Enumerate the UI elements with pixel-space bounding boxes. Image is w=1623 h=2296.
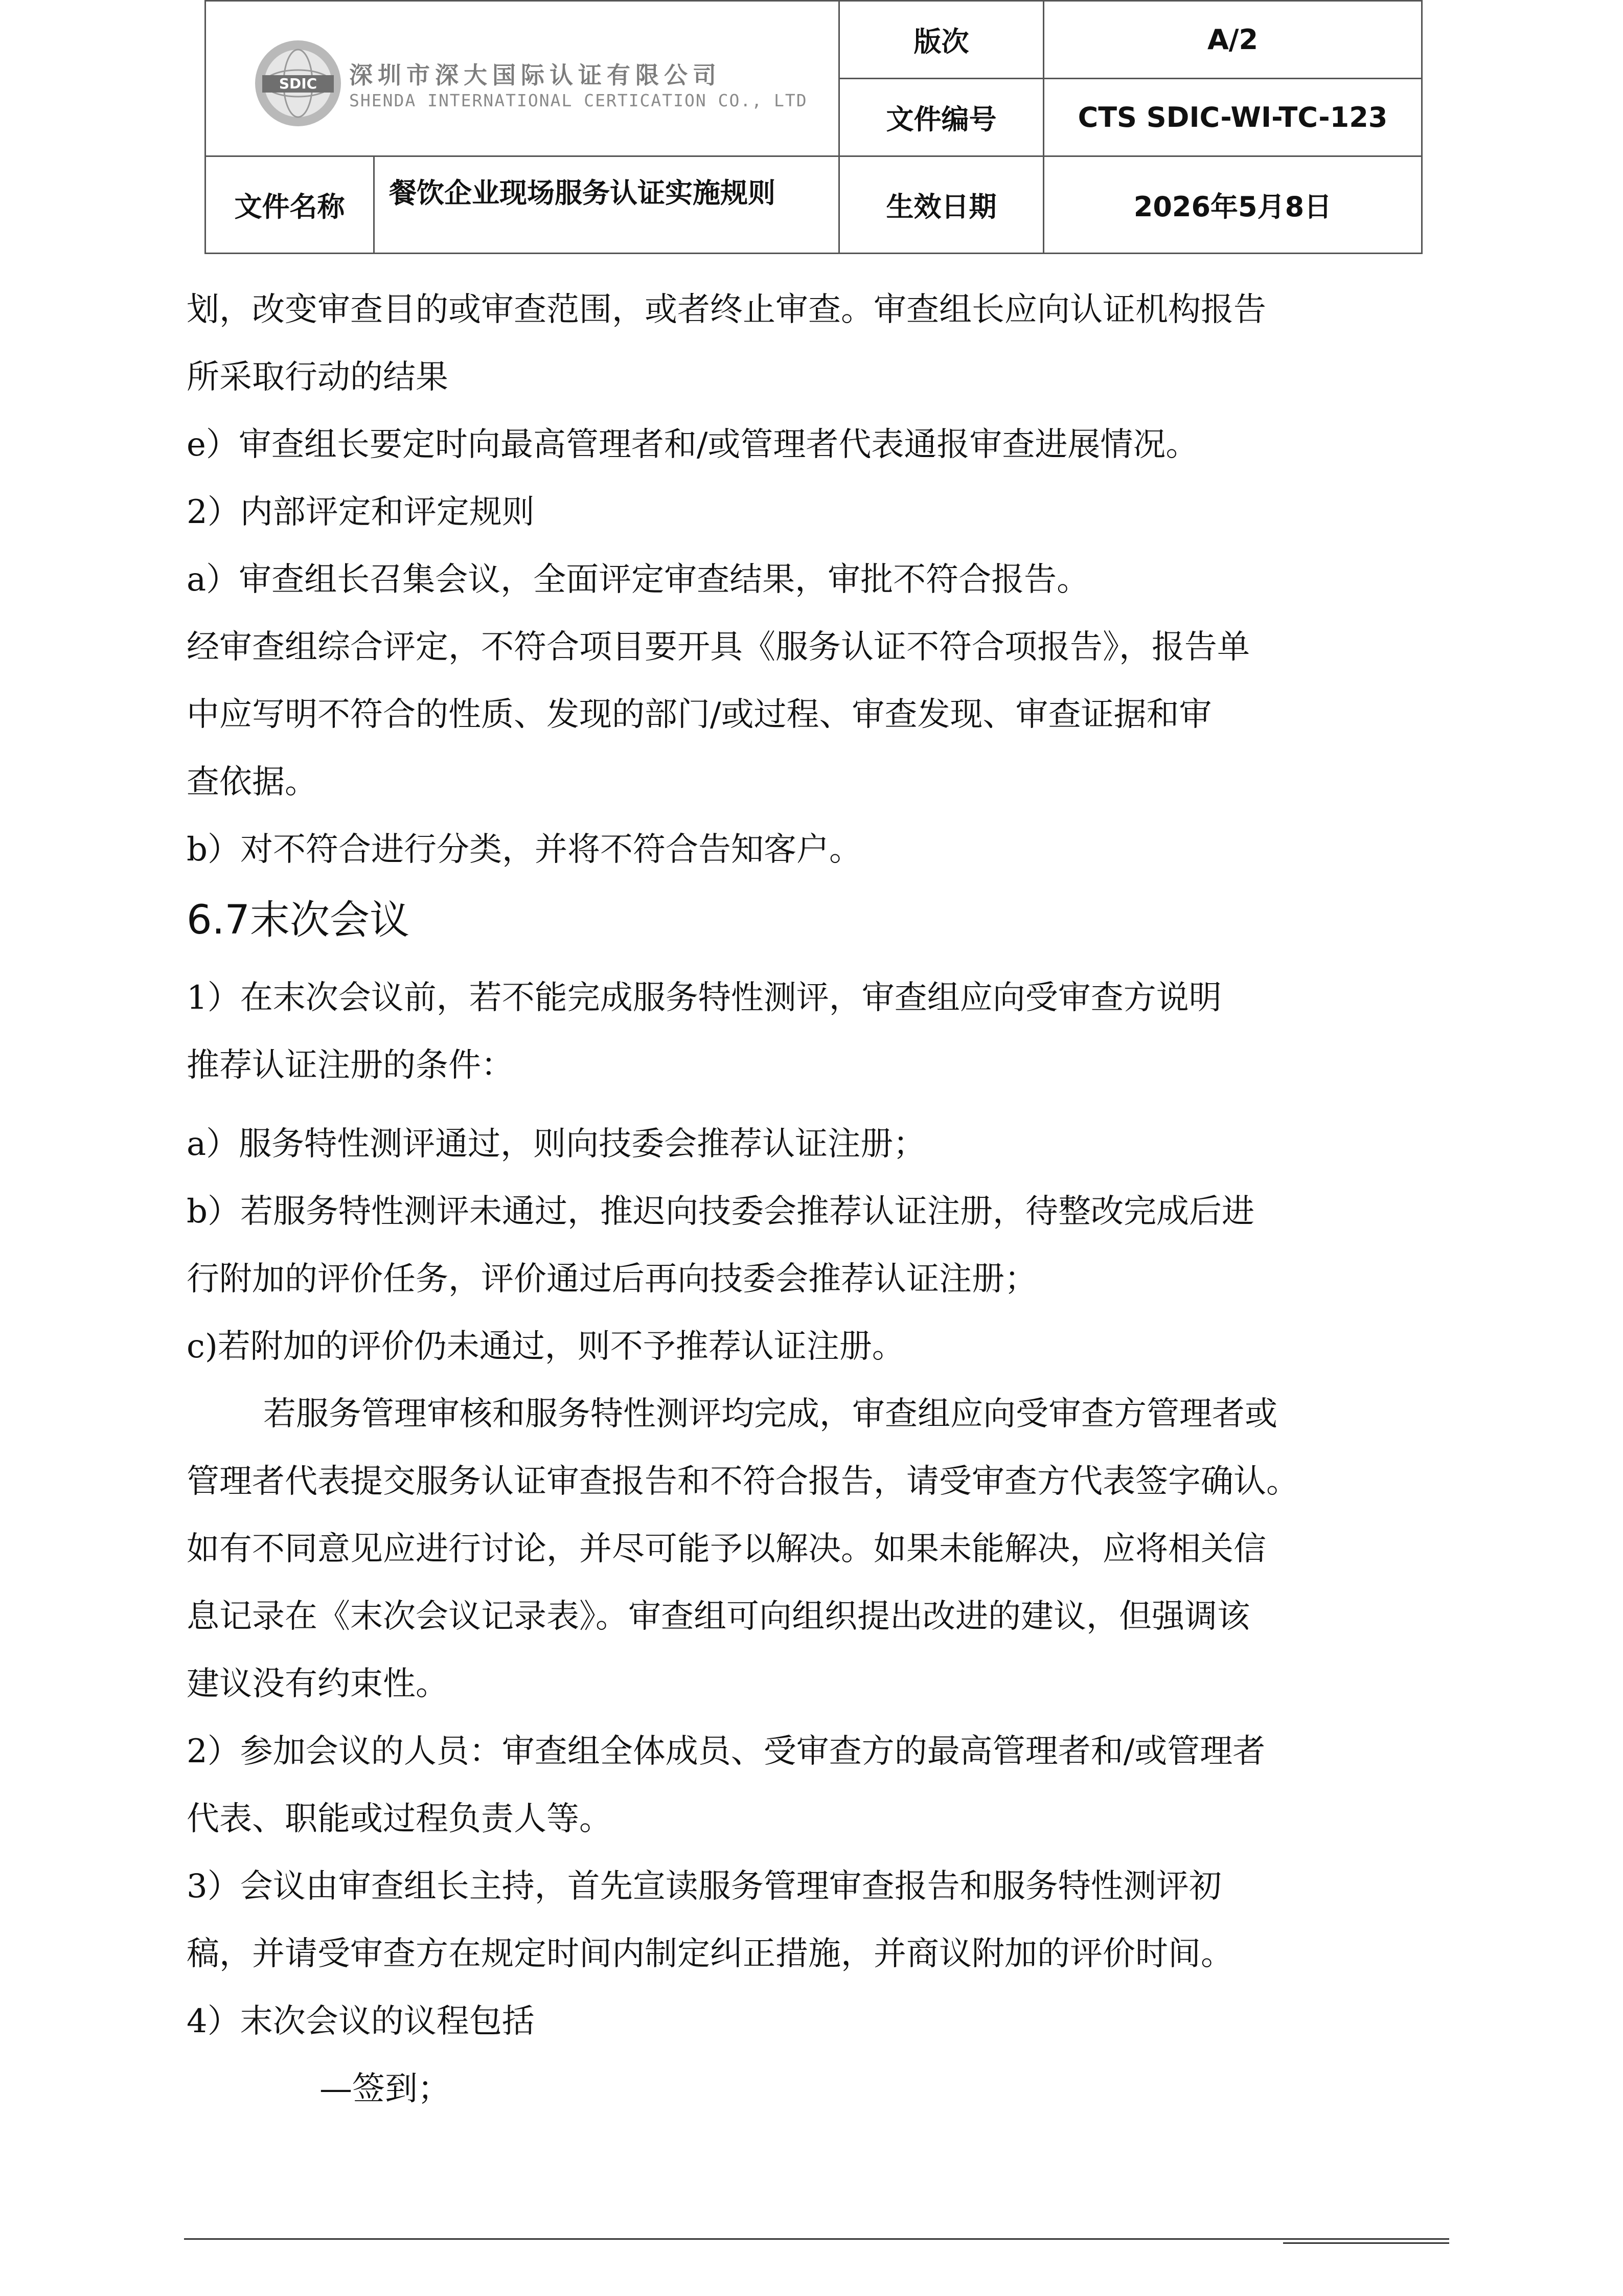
paragraph-line: 建议没有约束性。: [187, 1665, 448, 1703]
effective-date-label: 生效日期: [839, 156, 1044, 254]
paragraph-line: 息记录在《末次会议记录表》。审查组可向组织提出改进的建议，但强调该: [187, 1598, 1250, 1635]
paragraph-line: 代表、职能或过程负责人等。: [187, 1800, 612, 1838]
paragraph-line: 划，改变审查目的或审查范围，或者终止审查。审查组长应向认证机构报告: [187, 291, 1266, 329]
paragraph-line: e）审查组长要定时向最高管理者和/或管理者代表通报审查进展情况。: [187, 426, 1199, 464]
paragraph-line: b）对不符合进行分类，并将不符合告知客户。: [187, 831, 862, 869]
paragraph-line: 2）内部评定和评定规则: [187, 493, 535, 531]
document-header-table: [204, 0, 1423, 254]
paragraph-line: b）若服务特性测评未通过，推迟向技委会推荐认证注册，待整改完成后进: [187, 1193, 1254, 1231]
paragraph-line: —签到；: [319, 2070, 450, 2108]
paragraph-line: 行附加的评价任务，评价通过后再向技委会推荐认证注册；: [187, 1260, 1037, 1298]
paragraph-line: 中应写明不符合的性质、发现的部门/或过程、审查发现、审查证据和审: [187, 696, 1212, 734]
company-logo: [252, 37, 808, 140]
version-label: 版次: [839, 1, 1044, 79]
footer-divider: [184, 2238, 1449, 2240]
company-name-en: SHENDA INTERNATIONAL CERTICATION CO., LTD: [349, 90, 808, 110]
paragraph-line: 稿，并请受审查方在规定时间内制定纠正措施，并商议附加的评价时间。: [187, 1935, 1233, 1973]
logo-mark-text: SDIC: [279, 75, 317, 92]
document-body: [187, 276, 1465, 2123]
doc-number-label: 文件编号: [839, 79, 1044, 156]
paragraph-line: 3）会议由审查组长主持，首先宣读服务管理审查报告和服务特性测评初: [187, 1868, 1222, 1905]
footer-divider-short: [1283, 2242, 1449, 2244]
effective-date-value: 2026年5月8日: [1044, 156, 1422, 254]
paragraph-line: 4）末次会议的议程包括: [187, 2003, 535, 2040]
paragraph-line: a）审查组长召集会议，全面评定审查结果，审批不符合报告。: [187, 561, 1090, 599]
paragraph-line: 2）参加会议的人员：审查组全体成员、受审查方的最高管理者和/或管理者: [187, 1733, 1266, 1770]
paragraph-line: 如有不同意见应进行讨论，并尽可能予以解决。如果未能解决，应将相关信: [187, 1530, 1266, 1568]
doc-name-label: 文件名称: [205, 156, 374, 254]
section-heading: 6.7末次会议: [187, 897, 410, 943]
company-logo-cell: [205, 1, 839, 156]
paragraph-line: 推荐认证注册的条件：: [187, 1047, 514, 1084]
paragraph-line: 查依据。: [187, 763, 317, 801]
globe-logo-icon: [252, 37, 344, 129]
paragraph-line: 1）在末次会议前，若不能完成服务特性测评，审查组应向受审查方说明: [187, 979, 1222, 1017]
paragraph-line: a）服务特性测评通过，则向技委会推荐认证注册；: [187, 1125, 926, 1163]
doc-name-value: 餐饮企业现场服务认证实施规则: [374, 156, 839, 254]
company-name-cn: 深圳市深大国际认证有限公司: [349, 61, 721, 89]
doc-number-value: CTS SDIC-WI-TC-123: [1044, 79, 1422, 156]
paragraph-line: c)若附加的评价仍未通过，则不予推荐认证注册。: [187, 1328, 905, 1366]
paragraph-line: 若服务管理审核和服务特性测评均完成，审查组应向受审查方管理者或: [263, 1395, 1277, 1433]
paragraph-line: 所采取行动的结果: [187, 358, 448, 396]
version-value: A/2: [1044, 1, 1422, 79]
paragraph-line: 经审查组综合评定，不符合项目要开具《服务认证不符合项报告》，报告单: [187, 628, 1250, 666]
paragraph-line: 管理者代表提交服务认证审查报告和不符合报告，请受审查方代表签字确认。: [187, 1463, 1299, 1501]
